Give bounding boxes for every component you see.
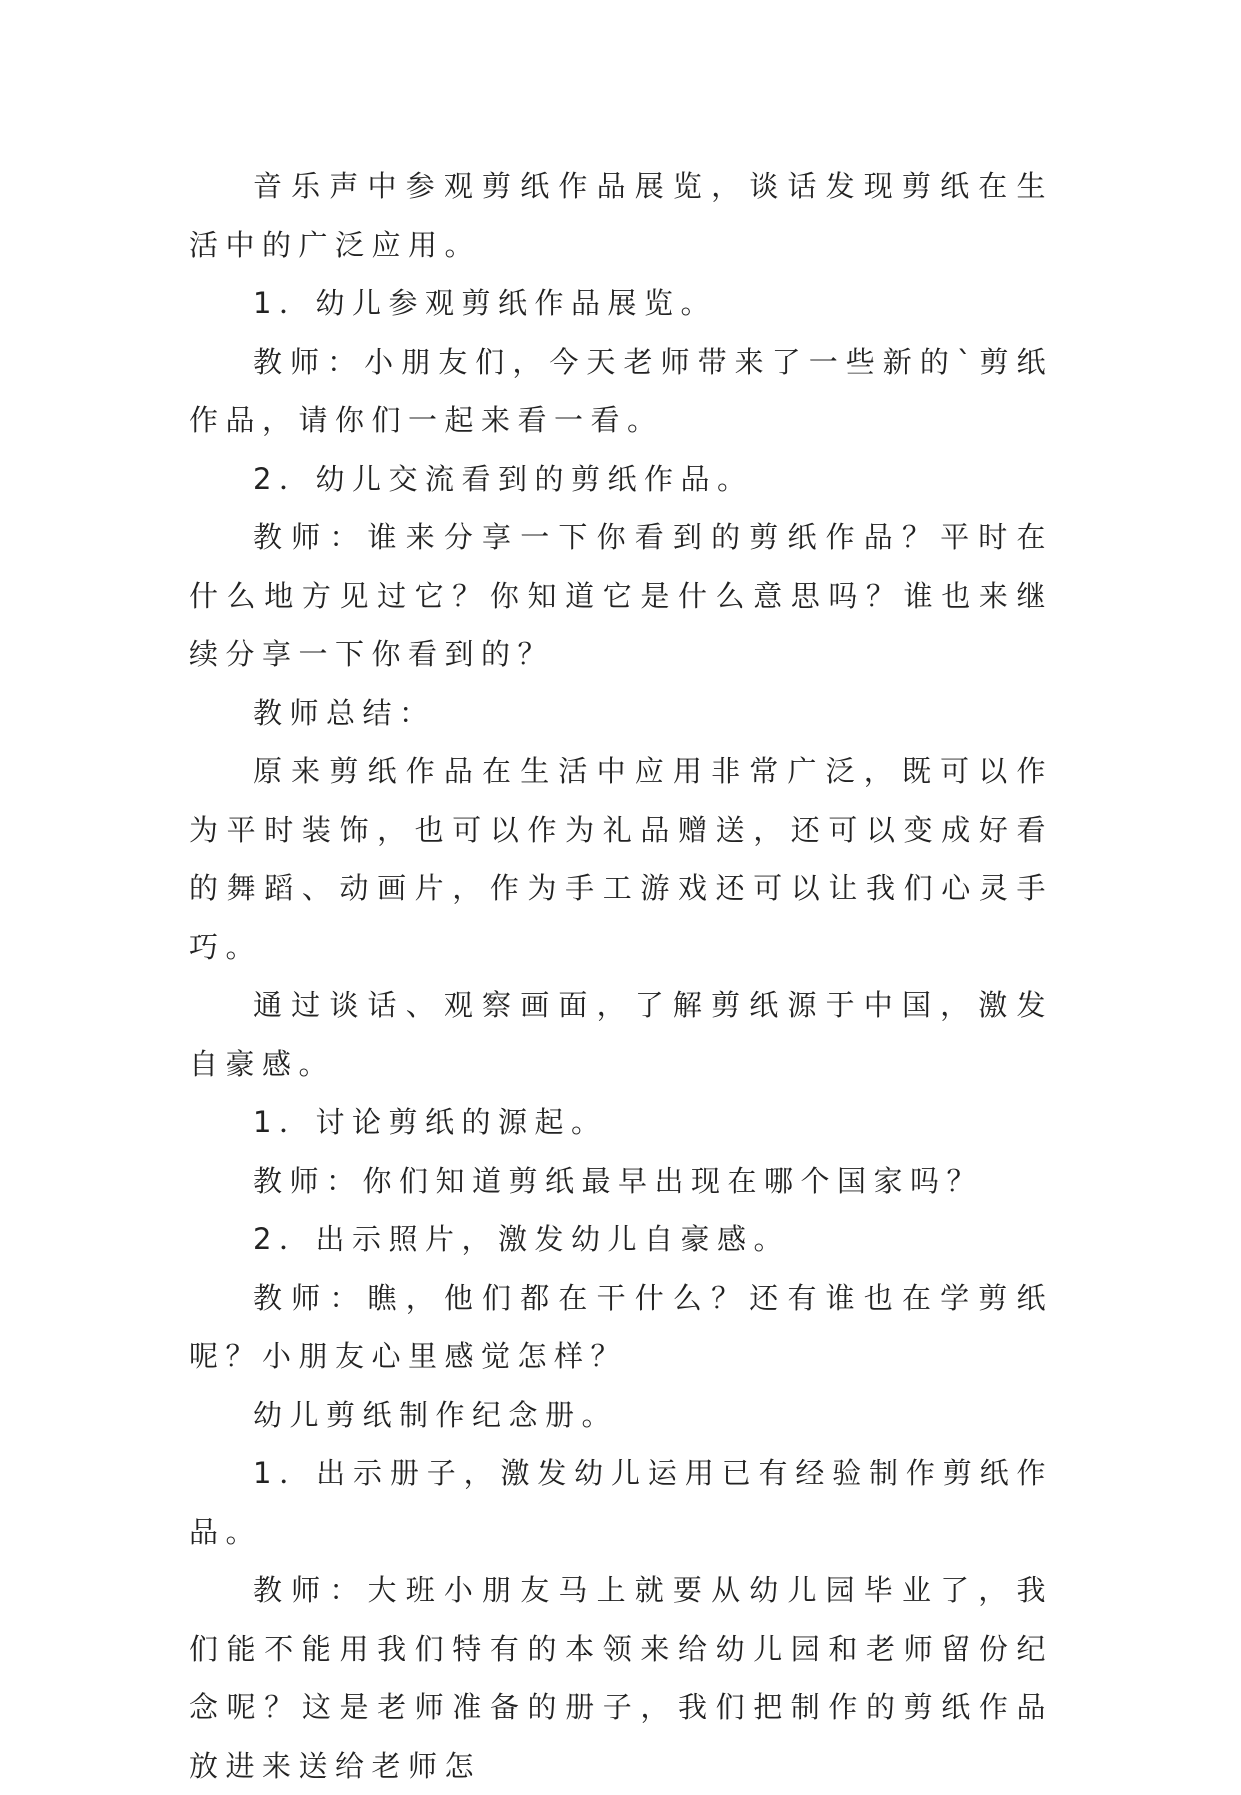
paragraph: 教师：小朋友们，今天老师带来了一些新的`剪纸作品，请你们一起来看一看。 <box>189 344 1053 437</box>
paragraph: 1．出示册子，激发幼儿运用已有经验制作剪纸作品。 <box>189 1456 1053 1549</box>
paragraph: 1．讨论剪纸的源起。 <box>253 1105 608 1139</box>
paragraph: 原来剪纸作品在生活中应用非常广泛，既可以作为平时装饰，也可以作为礼品赠送，还可以变成好看的舞蹈、动画片，作为手工游戏还可以让我们心灵手巧。 <box>189 754 1053 964</box>
paragraph: 音乐声中参观剪纸作品展览，谈话发现剪纸在生活中的广泛应用。 <box>189 169 1053 262</box>
paragraph: 教师总结： <box>253 695 436 730</box>
paragraph: 2．幼儿交流看到的剪纸作品。 <box>253 461 754 496</box>
document-body <box>189 157 1053 1795</box>
paragraph: 教师：你们知道剪纸最早出现在哪个国家吗？ <box>253 1163 984 1198</box>
paragraph: 教师：大班小朋友马上就要从幼儿园毕业了，我们能不能用我们特有的本领来给幼儿园和老师留份纪念呢？这是老师准备的册子，我们把制作的剪纸作品放进来送给老师怎 <box>189 1573 1053 1783</box>
paragraph: 2．出示照片，激发幼儿自豪感。 <box>253 1222 790 1256</box>
paragraph: 教师：谁来分享一下你看到的剪纸作品？平时在什么地方见过它？你知道它是什么意思吗？谁也来继续分享一下你看到的？ <box>189 520 1053 671</box>
paragraph: 通过谈话、观察画面，了解剪纸源于中国，激发自豪感。 <box>189 988 1053 1081</box>
paragraph: 1．幼儿参观剪纸作品展览。 <box>253 286 717 320</box>
paragraph: 教师：瞧，他们都在干什么？还有谁也在学剪纸呢？小朋友心里感觉怎样？ <box>189 1280 1053 1373</box>
paragraph: 幼儿剪纸制作纪念册。 <box>253 1397 619 1432</box>
